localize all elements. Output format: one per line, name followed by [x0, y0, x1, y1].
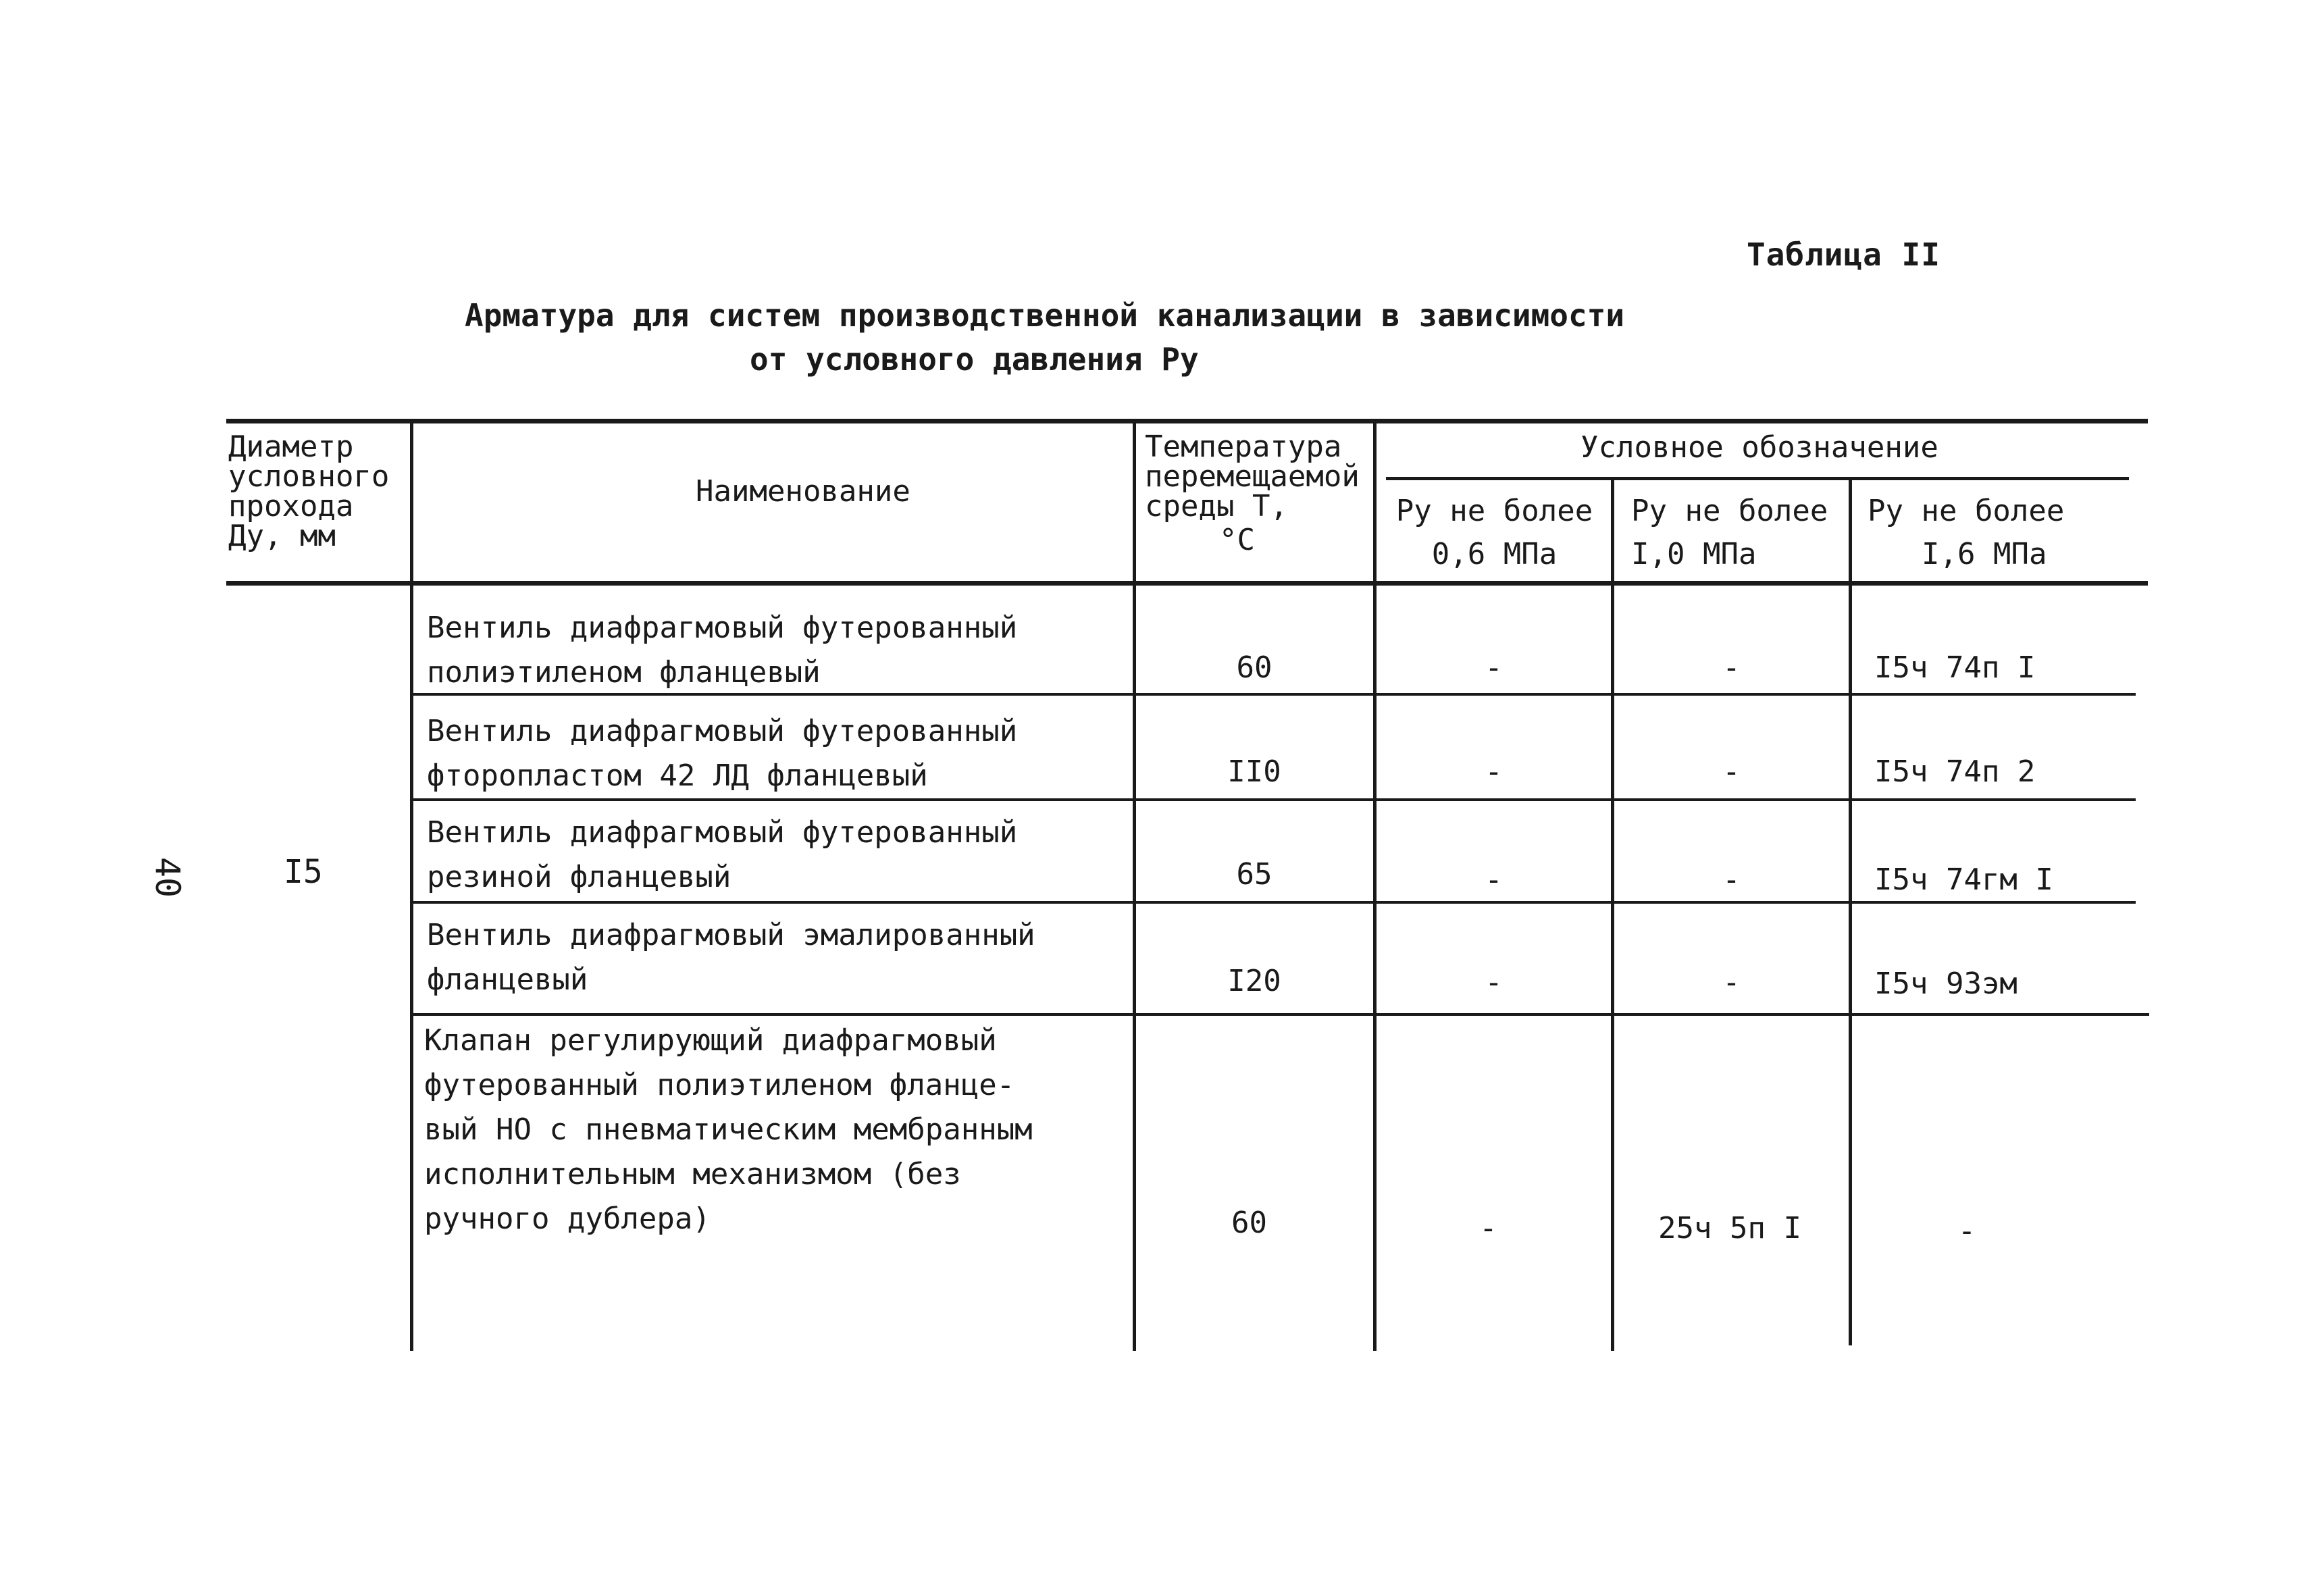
row-5-name: Клапан регулирующий диафрагмовый футерованный полиэтиленом фланце- вый НО с пневматическим мембранным исполнительным механизмом (без ручного дублера) [424, 1023, 1033, 1236]
row-1-p10: - [1722, 650, 1741, 685]
row-5-temp: 60 [1231, 1206, 1267, 1240]
row-4-p06: - [1485, 965, 1503, 1000]
row-2-p10: - [1722, 754, 1741, 789]
header-designation: Условное обозначение [1580, 430, 1938, 465]
table-title-line1: Арматура для систем производственной канализации в зависимости [465, 297, 1625, 334]
row-1-temp: 60 [1236, 650, 1272, 685]
row-2-name: Вентиль диафрагмовый футерованный фторопластом 42 ЛД фланцевый [427, 714, 1018, 793]
row-2-p06: - [1485, 754, 1503, 789]
row-2-temp: II0 [1227, 754, 1281, 789]
header-temperature: Температура перемещаемой среды Т, °С [1145, 430, 1360, 557]
header-p10: Ру не более I,0 МПа [1631, 494, 1828, 571]
diameter-value: I5 [284, 853, 323, 891]
page-number: 40 [148, 856, 188, 898]
row-rule-2 [413, 798, 2136, 801]
col-rule-name [410, 419, 413, 1351]
row-1-p06: - [1485, 650, 1503, 685]
header-p06: Ру не более 0,6 МПа [1395, 494, 1593, 571]
row-1-p16: I5ч 74п I [1874, 650, 2036, 685]
row-3-p06: - [1485, 863, 1503, 897]
row-5-p06: - [1479, 1211, 1497, 1245]
row-rule-3 [413, 901, 2136, 904]
row-4-name: Вентиль диафрагмовый эмалированный фланцевый [427, 918, 1035, 997]
row-rule-4 [413, 1013, 2149, 1016]
table-title-line2: от условного давления Ру [750, 341, 1199, 378]
table-label: Таблица II [1747, 236, 1940, 273]
row-4-p16: I5ч 93эм [1874, 967, 2017, 1001]
header-p16: Ру не более I,6 МПа [1868, 494, 2065, 571]
row-1-name: Вентиль диафрагмовый футерованный полиэтиленом фланцевый [427, 611, 1018, 690]
header-bottom-rule [226, 581, 2148, 586]
row-5-p16: - [1957, 1214, 1976, 1248]
table-top-rule [226, 419, 2148, 423]
row-3-name: Вентиль диафрагмовый футерованный резиной фланцевый [427, 815, 1018, 894]
row-2-p16: I5ч 74п 2 [1874, 754, 2036, 789]
row-3-p16: I5ч 74гм I [1874, 863, 2053, 897]
row-3-temp: 65 [1236, 857, 1272, 892]
row-4-p10: - [1722, 965, 1741, 1000]
row-4-temp: I20 [1227, 964, 1281, 998]
header-diameter: Диаметр условного прохода Ду, мм [228, 430, 390, 553]
row-5-p10: 25ч 5п I [1658, 1211, 1801, 1245]
header-name: Наименование [696, 474, 910, 509]
row-3-p10: - [1722, 863, 1741, 897]
designation-rule [1386, 477, 2129, 480]
